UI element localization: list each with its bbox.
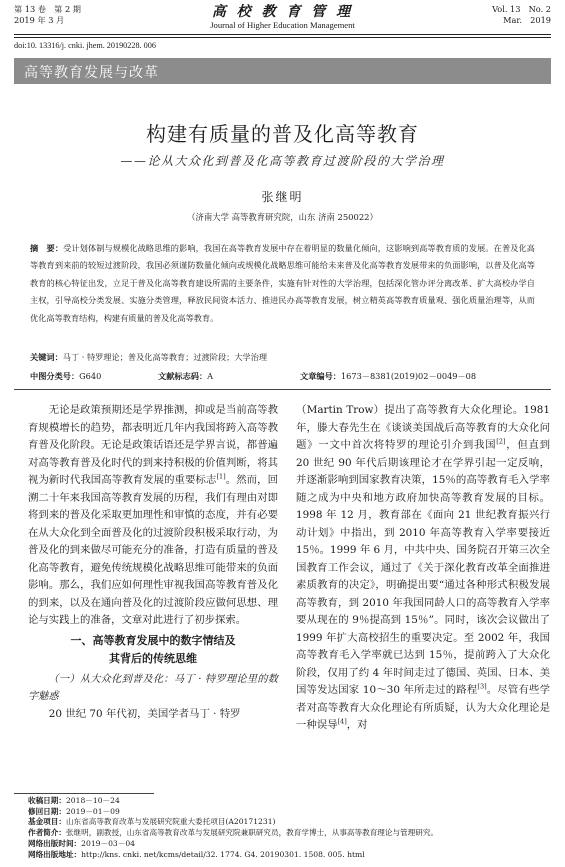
subsection-heading: （一）从大众化到普及化：马丁 · 特罗理论里的数字魅惑 <box>28 673 278 702</box>
abstract-rule <box>14 389 551 390</box>
article-label: 文章编号： <box>300 371 341 381</box>
code-value: A <box>207 371 214 381</box>
doi: doi:10. 13316/j. cnki. jhem. 20190228. 006 <box>14 41 156 50</box>
classification-line <box>30 371 535 383</box>
fund-project <box>28 817 551 828</box>
received-value: 2018－10－24 <box>65 796 120 805</box>
author-bio <box>28 828 551 839</box>
section-heading-line: 一、高等教育发展中的数字情结及 <box>70 633 236 647</box>
journal-name-en: Journal of Higher Education Management <box>210 20 355 30</box>
received-label: 收稿日期： <box>28 796 66 805</box>
bio-value: 张继明，副教授，山东省高等教育改革与发展研究院兼职研究员，教育学博士，从事高等教育理论与管理研究。 <box>65 828 439 838</box>
paragraph-text: ，对 <box>346 719 368 731</box>
clc-value: G640 <box>79 371 102 381</box>
article-subtitle: ——论从大众化到普及化高等教育过渡阶段的大学治理 <box>120 154 445 168</box>
online-date-value: 2019－03－04 <box>81 838 135 848</box>
section-label: 高等教育发展与改革 <box>24 65 159 81</box>
paragraph <box>296 402 550 735</box>
volume-cn: 第 13 卷 第 2 期 <box>14 4 81 14</box>
journal-name-cn: 高 校 教 育 管 理 <box>211 4 354 20</box>
abstract-label: 摘 要： <box>30 243 64 253</box>
code-label: 文献标志码： <box>158 371 208 381</box>
journal-header <box>14 4 551 34</box>
keywords <box>30 352 535 363</box>
paragraph: 20 世纪 70 年代初，美国学者马丁 · 特罗 <box>48 707 241 720</box>
header-center <box>14 4 551 30</box>
header-rule-thin <box>14 37 551 38</box>
citation-ref[interactable]: [4] <box>337 717 347 726</box>
volume-en: Vol. 13 No. 2 <box>492 4 551 14</box>
fund-label: 基金项目： <box>28 817 66 827</box>
online-url <box>28 850 551 861</box>
keywords-text: 马丁 · 特罗理论；普及化高等教育；过渡阶段；大学治理 <box>62 352 268 362</box>
clc-number <box>30 371 101 382</box>
article-title: 构建有质量的普及化高等教育 <box>146 122 419 146</box>
citation-ref[interactable]: [3] <box>477 682 487 691</box>
citation-ref[interactable]: [2] <box>496 437 506 446</box>
header-right <box>492 4 551 26</box>
section-heading-line: 其背后的传统思维 <box>109 651 197 665</box>
section-banner <box>14 58 551 84</box>
revised-date <box>28 807 551 818</box>
document-code <box>158 371 213 382</box>
article-value: 1673－8381(2019)02－0049－08 <box>340 371 477 381</box>
fund-value: 山东省高等教育改革与发展研究院重大委托项目(A20171231) <box>65 817 276 827</box>
bio-label: 作者简介： <box>28 828 66 838</box>
received-date <box>28 796 551 807</box>
right-column <box>296 402 550 735</box>
clc-label: 中图分类号： <box>30 371 80 381</box>
citation-ref[interactable]: [1] <box>216 472 226 481</box>
abstract-text: 受计划体制与规模化战略思维的影响，我国在高等教育发展中存在着明显的数量化倾向，这影响到高等教育质的发展。在普及化高等教育到来前的较短过渡阶段，我国必须谨防数量化倾向或规模化战略思维可能给未来普及化高等教育发展带来的负面影响，以普及化高等教育的核心特征出发，立足于普及化高等教育建设所需的主要条件，实施有针对性的大学治理，包括深化管办评分离改革、扩大高校办学自主权，引导高校分类发展、实施分类管理，释放民间资本活力、推进民办高等教育发展，树立精英高等教育质量观、强化质量治理等，从而优化高等教育结构，构建有质量的普及化高等教育。 <box>30 243 535 323</box>
left-column <box>28 402 278 723</box>
keywords-label: 关键词： <box>30 352 63 362</box>
author-name: 张继明 <box>261 190 304 204</box>
date-cn: 2019 年 3 月 <box>14 15 65 25</box>
paragraph-text: 。尽管有些学者对高等教育大众化理论有所质疑，认为大众化理论是一种误导 <box>296 684 550 731</box>
paragraph-text: ，但直到 20 世纪 90 年代后期该理论才在学界引起一定反响，并逐渐影响到国家教育决策，15％的高等教育毛入学率随之成为中央和地方政府加快高等教育发展的目标。1998 年 12 月，教育部在《面向 21 世纪教育振兴行动计划》中指出，到 2010 年高等教育入学率要接近 15％。1999 年 6 月，中共中央、国务院召开第三次全国教育工作会议，通过了《关于深化教育改革全面推进素质教育的决定》，明确提出要“通过各种形式积极发展高等教育，到 2010 年我国同龄人口的高等教育入学率要从现在的 9％提高到 15％”。同时，该次会议做出了 1999 年扩大高校招生的重要决定。至 2002 年，我国高等教育毛入学率就已达到 15％，提前跨入了大众化阶段，仅用了约 4 年时间走过了德国、英国、日本、美国等发达国家 10～30 年所走过的路程 <box>296 439 551 696</box>
section-heading <box>28 632 278 668</box>
online-date <box>28 839 551 850</box>
online-url-link[interactable]: http://kns. cnki. net/kcms/detail/32. 1774. G4. 20190301. 1508. 005. html <box>81 849 365 859</box>
header-rule <box>14 34 551 35</box>
author-affiliation: （济南大学 高等教育研究院，山东 济南 250022） <box>187 212 378 222</box>
revised-label: 修回日期： <box>28 806 66 816</box>
revised-value: 2019－01－09 <box>65 806 120 816</box>
online-url-label: 网络出版地址： <box>28 849 82 859</box>
footnote-rule <box>14 793 154 794</box>
paragraph-text: 。然而，回溯二十年来我国高等教育发展的历程，我们有理由对即将到来的普及化采取更加理性和审慎的态度，并有必要在从大众化到全面普及化的过渡阶段积极采取行动，为普及化的到来做尽可能充分的准备，打造有质量的普及化高等教育，避免传统规模化战略思维可能带来的负面影响。那么，我们应如何理性审视我国高等教育普及化的到来，以及在通向普及化的过渡阶段应做何思想、理论与实践上的准备，文章对此进行了初步探索。 <box>28 474 278 626</box>
date-en: Mar. 2019 <box>503 15 551 25</box>
paragraph-text: 无论是政策预期还是学界推测，抑或是当前高等教育规模增长的趋势，都表明近几年内我国将跨入高等教育普及化阶段。无论是政策话语还是学界言说，都普遍对高等教育普及化时代的到来持积极的价值判断，将其视为新时代我国高等教育发展的重要标志 <box>28 404 278 486</box>
article-number <box>300 371 476 382</box>
paragraph-text: （Martin Trow）提出了高等教育大众化理论。1981 年，滕大春先生在《谈谈美国战后高等教育的大众化问题》一文中首次将特罗的理论引介到我国 <box>296 404 550 451</box>
paragraph <box>28 402 278 630</box>
online-date-label: 网络出版时间： <box>28 838 82 848</box>
abstract <box>30 240 535 327</box>
footnote <box>28 796 551 860</box>
